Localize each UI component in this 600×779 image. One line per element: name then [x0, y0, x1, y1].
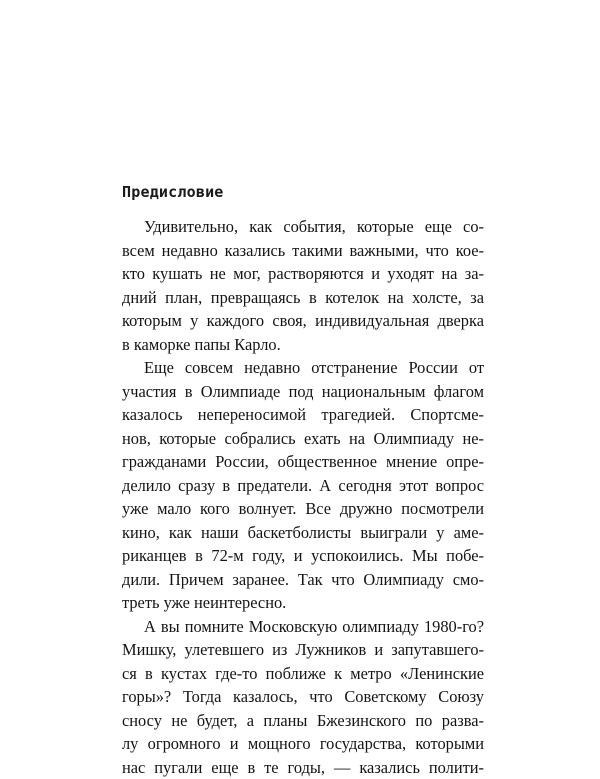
chapter-heading: Предисловие	[122, 183, 224, 201]
text-line: кино, как наши баскетболисты выиграли у аме-	[122, 521, 484, 545]
text-line: казалось непереносимой трагедией. Спортсме-	[122, 403, 484, 427]
body-text	[122, 215, 484, 779]
text-line: делило сразу в предатели. А сегодня этот вопрос	[122, 474, 484, 498]
text-line: треть уже неинтересно.	[122, 591, 484, 615]
text-line: ся в кустах где-то поближе к метро «Ленинские	[122, 662, 484, 686]
text-line: которым у каждого своя, индивидуальная дверка	[122, 309, 484, 333]
text-line: нас пугали еще в те годы, — казались полити-	[122, 756, 484, 779]
text-line: в каморке папы Карло.	[122, 333, 484, 357]
text-line: уже мало кого волнует. Все дружно посмотрели	[122, 497, 484, 521]
text-line: риканцев в 72-м году, и успокоились. Мы побе-	[122, 544, 484, 568]
text-line: гражданами России, общественное мнение опре-	[122, 450, 484, 474]
text-line: всем недавно казались такими важными, что кое-	[122, 239, 484, 263]
text-line: Еще совсем недавно отстранение России от	[122, 356, 484, 380]
text-line: дний план, превращаясь в котелок на холсте, за	[122, 286, 484, 310]
text-line: участия в Олимпиаде под национальным флагом	[122, 380, 484, 404]
text-line: лу огромного и мощного государства, которыми	[122, 732, 484, 756]
text-line: сносу не будет, а планы Бжезинского по разва-	[122, 709, 484, 733]
text-line: Мишку, улетевшего из Лужников и запутавшего-	[122, 638, 484, 662]
text-line: кто кушать не мог, растворяются и уходят на за-	[122, 262, 484, 286]
text-line: А вы помните Московскую олимпиаду 1980-го?	[122, 615, 484, 639]
text-line: Удивительно, как события, которые еще со-	[122, 215, 484, 239]
text-line: дили. Причем заранее. Так что Олимпиаду смо-	[122, 568, 484, 592]
text-line: нов, которые собрались ехать на Олимпиаду не-	[122, 427, 484, 451]
text-line: горы»? Тогда казалось, что Советскому Союзу	[122, 685, 484, 709]
